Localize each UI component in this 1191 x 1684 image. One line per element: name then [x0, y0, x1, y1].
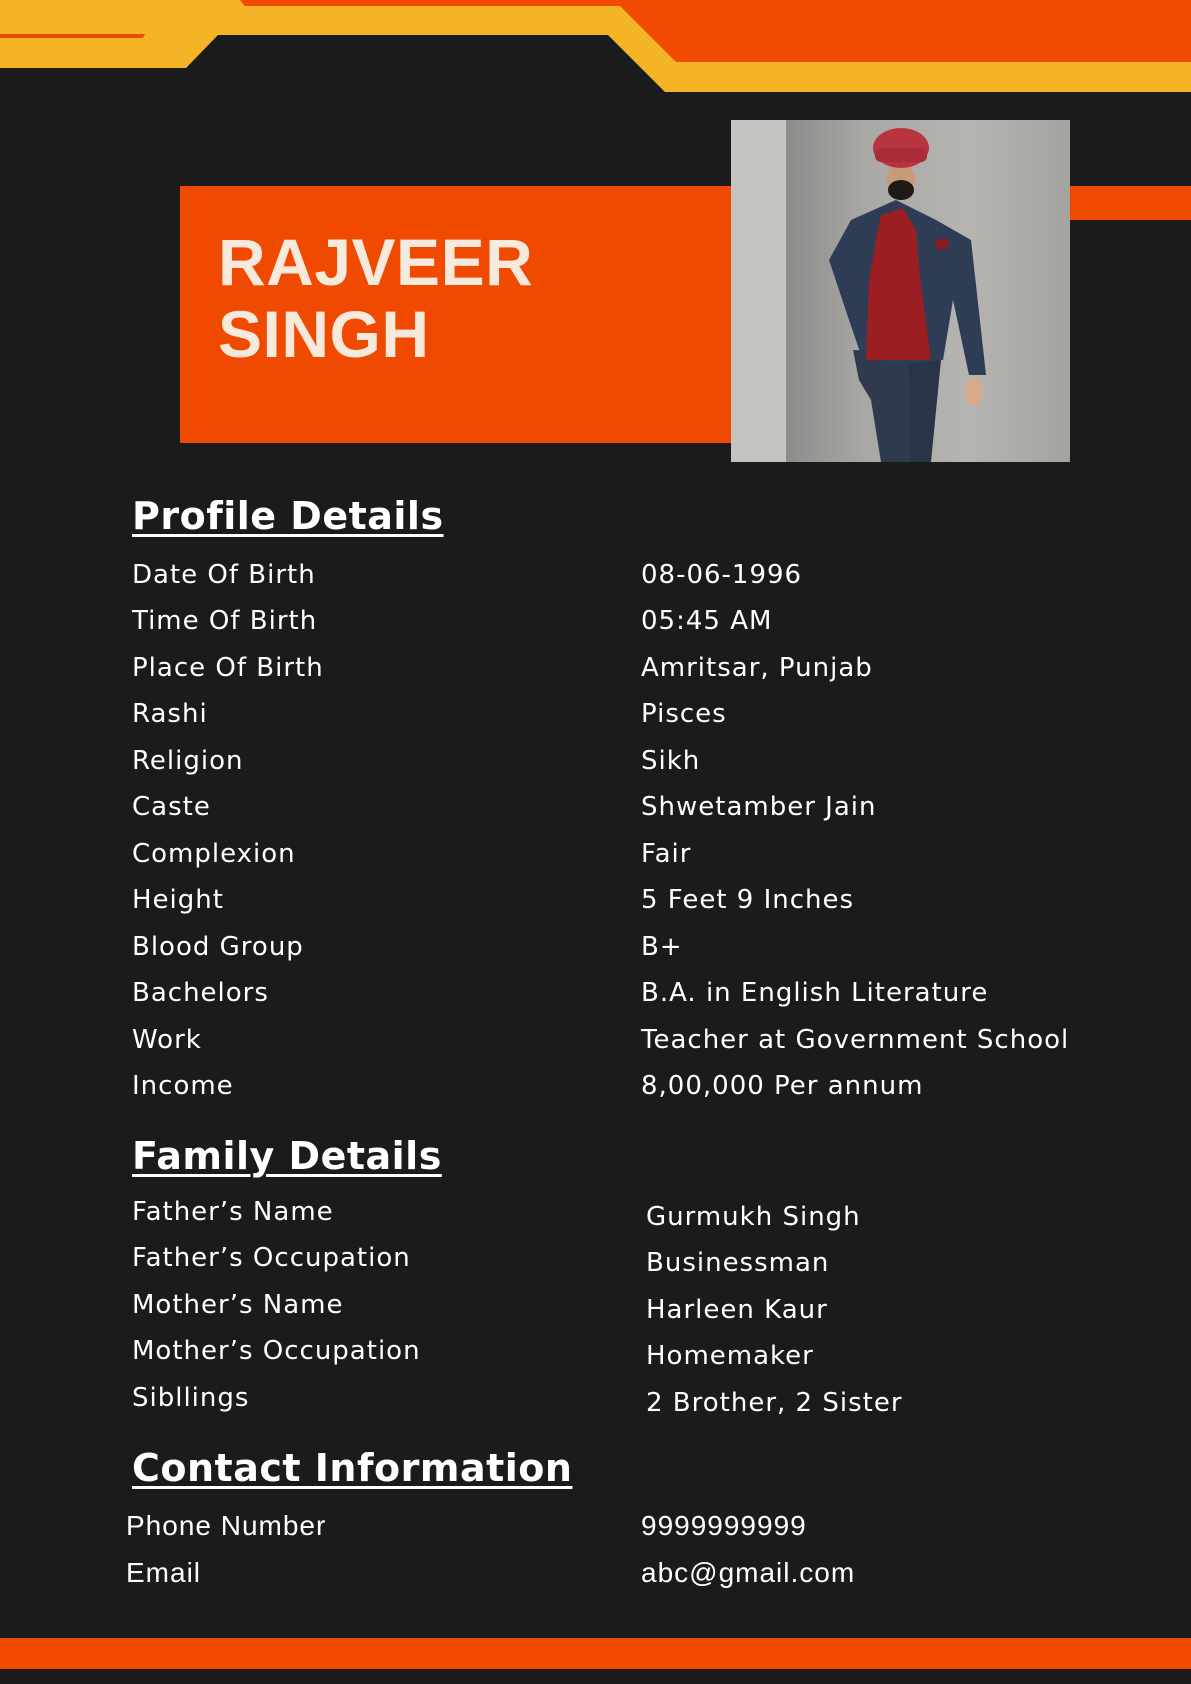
person-photo-icon	[731, 120, 1070, 462]
label-place-of-birth: Place Of Birth	[132, 653, 324, 683]
label-height: Height	[132, 885, 224, 915]
label-bachelors: Bachelors	[132, 978, 269, 1008]
label-mothers-occupation: Mother’s Occupation	[132, 1336, 421, 1366]
value-rashi: Pisces	[641, 699, 727, 729]
label-blood-group: Blood Group	[132, 932, 304, 962]
label-date-of-birth: Date Of Birth	[132, 560, 316, 590]
value-phone-number: 9999999999	[641, 1510, 807, 1541]
label-work: Work	[132, 1025, 202, 1055]
value-work: Teacher at Government School	[641, 1025, 1070, 1055]
value-date-of-birth: 08-06-1996	[641, 560, 803, 590]
footer-accent-bar	[0, 1638, 1191, 1669]
label-email: Email	[126, 1557, 202, 1588]
value-siblings: 2 Brother, 2 Sister	[646, 1388, 903, 1418]
profile-details-heading: Profile Details	[132, 494, 444, 538]
value-mothers-name: Harleen Kaur	[646, 1295, 828, 1325]
value-fathers-name: Gurmukh Singh	[646, 1202, 861, 1232]
value-time-of-birth: 05:45 AM	[641, 606, 773, 636]
label-fathers-name: Father’s Name	[132, 1197, 334, 1227]
value-blood-group: B+	[641, 932, 683, 962]
top-banner-decoration	[0, 0, 1191, 100]
label-caste: Caste	[132, 792, 211, 822]
value-religion: Sikh	[641, 746, 701, 776]
label-mothers-name: Mother’s Name	[132, 1290, 344, 1320]
value-income: 8,00,000 Per annum	[641, 1071, 924, 1101]
label-time-of-birth: Time Of Birth	[132, 606, 318, 636]
value-mothers-occupation: Homemaker	[646, 1341, 814, 1371]
label-complexion: Complexion	[132, 839, 296, 869]
first-name: RAJVEER	[218, 225, 534, 299]
label-income: Income	[132, 1071, 234, 1101]
value-email: abc@gmail.com	[641, 1557, 856, 1588]
value-height: 5 Feet 9 Inches	[641, 885, 855, 915]
full-name	[218, 226, 533, 370]
value-fathers-occupation: Businessman	[646, 1248, 830, 1278]
profile-photo	[731, 120, 1070, 462]
right-accent-bar	[1070, 186, 1191, 220]
label-rashi: Rashi	[132, 699, 208, 729]
name-panel	[180, 186, 731, 443]
value-place-of-birth: Amritsar, Punjab	[641, 653, 873, 683]
value-complexion: Fair	[641, 839, 692, 869]
label-fathers-occupation: Father’s Occupation	[132, 1243, 411, 1273]
label-religion: Religion	[132, 746, 244, 776]
family-details-heading: Family Details	[132, 1134, 442, 1178]
label-phone-number: Phone Number	[126, 1510, 327, 1541]
label-siblings: Sibllings	[132, 1383, 250, 1413]
value-caste: Shwetamber Jain	[641, 792, 877, 822]
last-name: SINGH	[218, 297, 430, 371]
value-bachelors: B.A. in English Literature	[641, 978, 989, 1008]
contact-information-heading: Contact Information	[132, 1446, 573, 1490]
